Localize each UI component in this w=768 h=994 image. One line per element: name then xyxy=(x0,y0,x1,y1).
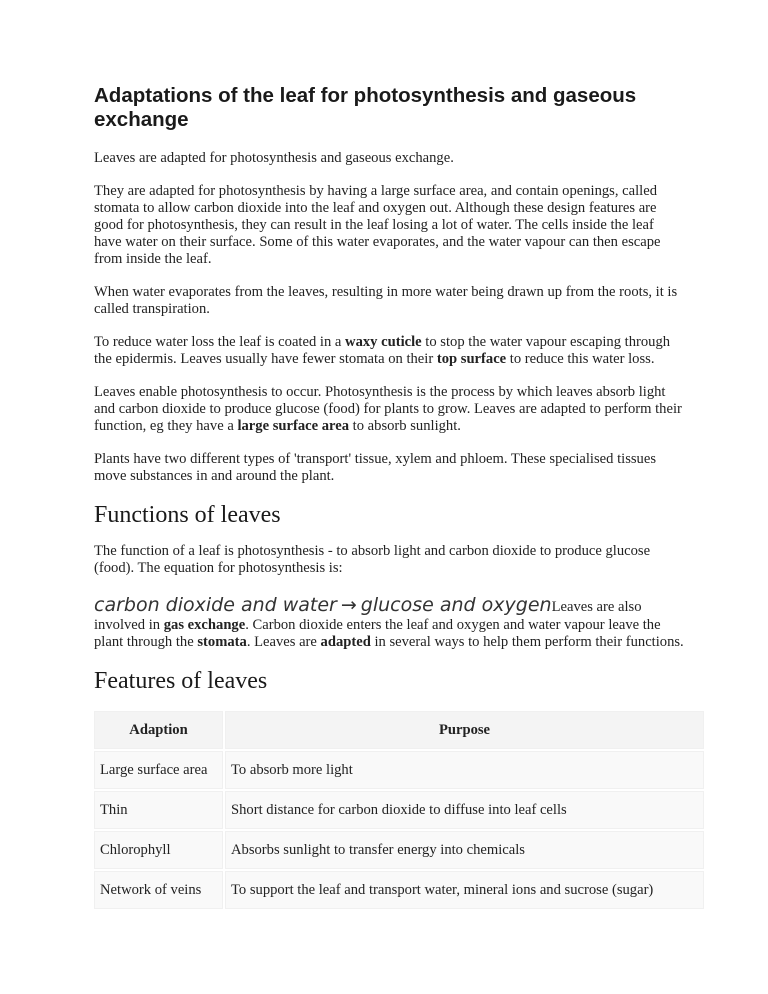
features-table xyxy=(92,709,706,911)
article-title: Adaptations of the leaf for photosynthesis and gaseous exchange xyxy=(94,84,637,131)
paragraph-stomata: They are adapted for photosynthesis by having a large surface area, and contain openings, called stomata to allow carbon dioxide into the leaf and oxygen out. Although these design features are good for photosynthesis, they can result in the leaf losing a lot of water. The cells inside the leaf have water on their surface. Some of this water evaporates, and the water vapour can then escape from inside the leaf. xyxy=(94,183,661,267)
arrow-icon: → xyxy=(340,594,357,616)
paragraph-water-loss xyxy=(94,334,684,368)
term-gas-exchange: gas exchange xyxy=(163,617,246,633)
table-row xyxy=(94,831,704,869)
paragraph-transport: Plants have two different types of 'transport' tissue, xylem and phloem. These specialised tissues move substances in and around the plant. xyxy=(94,451,657,484)
paragraph-intro: Leaves are adapted for photosynthesis and gaseous exchange. xyxy=(94,150,454,166)
text-segment: . Leaves are xyxy=(246,634,321,650)
table-cell-adaption: Large surface area xyxy=(94,751,223,789)
table-cell-adaption: Thin xyxy=(94,791,223,829)
equation-products: glucose and oxygen xyxy=(360,594,552,616)
table-cell-purpose: To absorb more light xyxy=(225,751,704,789)
table-row xyxy=(94,791,704,829)
term-waxy-cuticle: waxy cuticle xyxy=(345,334,422,350)
text-segment: to reduce this water loss. xyxy=(506,351,655,367)
table-cell-purpose: Absorbs sunlight to transfer energy into chemicals xyxy=(225,831,704,869)
paragraph-transpiration: When water evaporates from the leaves, resulting in more water being drawn up from the roots, it is called transpiration. xyxy=(94,284,678,317)
text-segment: . Carbon dioxide enters the leaf and oxygen and water vapour leave the plant through the xyxy=(94,617,661,650)
table-cell-adaption: Network of veins xyxy=(94,871,223,909)
table-row xyxy=(94,751,704,789)
equation-reactants: carbon dioxide and water xyxy=(94,594,337,616)
photosynthesis-equation xyxy=(94,594,552,616)
paragraph-function: The function of a leaf is photosynthesis - to absorb light and carbon dioxide to produce glucose (food). The equation for photosynthesis is: xyxy=(94,543,651,576)
term-stomata: stomata xyxy=(197,634,247,650)
table-row xyxy=(94,871,704,909)
term-adapted: adapted xyxy=(320,634,371,650)
text-segment: To reduce water loss the leaf is coated in a xyxy=(94,334,346,350)
table-cell-purpose: Short distance for carbon dioxide to diffuse into leaf cells xyxy=(225,791,704,829)
document-page xyxy=(94,84,684,911)
term-top-surface: top surface xyxy=(436,351,507,367)
paragraph-photosynthesis xyxy=(94,384,684,435)
features-heading: Features of leaves xyxy=(94,668,268,694)
column-header-adaption: Adaption xyxy=(94,711,223,749)
table-cell-purpose: To support the leaf and transport water, mineral ions and sucrose (sugar) xyxy=(225,871,704,909)
text-segment: in several ways to help them perform their functions. xyxy=(370,634,684,650)
table-header-row xyxy=(94,711,704,749)
text-segment: Leaves enable photosynthesis to occur. Photosynthesis is the process by which leaves absorb light and carbon dioxide to produce glucose (food) for plants to grow. Leaves are adapted to perform their function, eg they have a xyxy=(94,384,682,434)
table-cell-adaption: Chlorophyll xyxy=(94,831,223,869)
text-segment: to absorb sunlight. xyxy=(349,418,461,434)
text-segment: Leaves are also involved in xyxy=(94,599,642,633)
text-segment: to stop the water vapour escaping through the epidermis. Leaves usually have fewer stomata on their xyxy=(94,334,671,367)
paragraph-equation xyxy=(94,593,684,651)
functions-heading: Functions of leaves xyxy=(94,502,281,528)
column-header-purpose: Purpose xyxy=(225,711,704,749)
term-large-surface-area: large surface area xyxy=(237,418,350,434)
